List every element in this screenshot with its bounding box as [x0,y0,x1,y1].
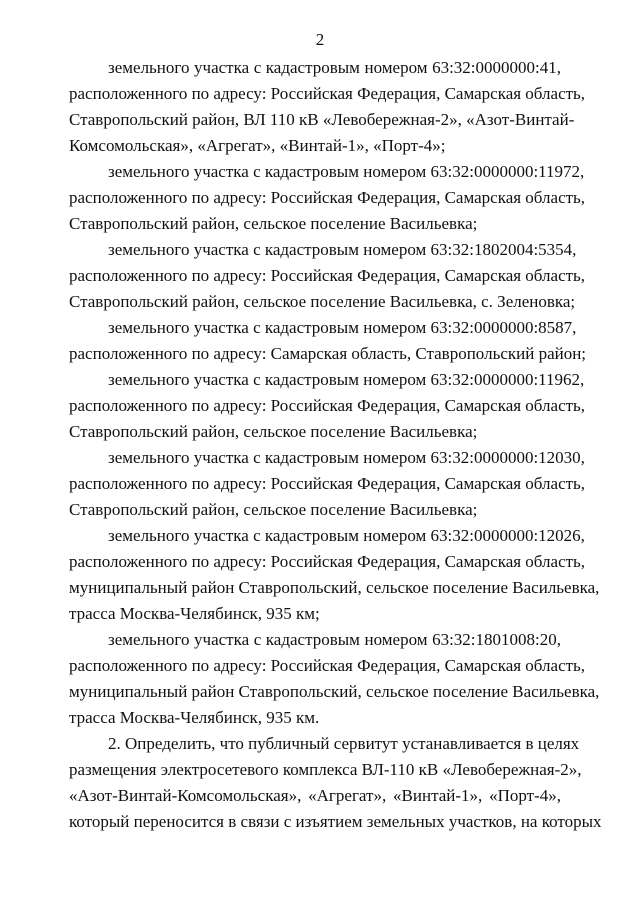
text-line: расположенного по адресу: Самарская область, Ставропольский район; [69,344,587,363]
text-line: расположенного по адресу: Российская Федерация, Самарская область, [69,266,586,285]
text-line: Ставропольский район, сельское поселение Васильевка, с. Зеленовка; [69,292,576,311]
text-line: расположенного по адресу: Российская Федерация, Самарская область, [69,656,586,675]
text-line: расположенного по адресу: Российская Федерация, Самарская область, [69,474,586,493]
text-line: муниципальный район Ставропольский, сельское поселение Васильевка, [69,682,600,701]
text-line: земельного участка с кадастровым номером 63:32:1802004:5354, [108,240,577,259]
text-line: Комсомольская», «Агрегат», «Винтай-1», «Порт-4»; [69,136,446,155]
text-line: расположенного по адресу: Российская Федерация, Самарская область, [69,84,586,103]
text-line: размещения электросетевого комплекса ВЛ-110 кВ «Левобережная-2», [69,760,582,779]
text-line: муниципальный район Ставропольский, сельское поселение Васильевка, [69,578,600,597]
text-line: Ставропольский район, сельское поселение Васильевка; [69,500,478,519]
text-line: который переносится в связи с изъятием земельных участков, на которых [69,812,602,831]
text-line: земельного участка с кадастровым номером 63:32:0000000:11972, [108,162,585,181]
text-line: Ставропольский район, сельское поселение Васильевка; [69,422,478,441]
text-line: трасса Москва-Челябинск, 935 км; [69,604,320,623]
text-line: земельного участка с кадастровым номером 63:32:0000000:12026, [108,526,585,545]
text-line: Ставропольский район, ВЛ 110 кВ «Левобережная-2», «Азот-Винтай- [69,110,575,129]
text-line: земельного участка с кадастровым номером 63:32:0000000:12030, [108,448,585,467]
page-number: 2 [315,30,325,49]
text-line: 2. Определить, что публичный сервитут устанавливается в целях [108,734,580,753]
text-line: трасса Москва-Челябинск, 935 км. [69,708,320,727]
text-line: земельного участка с кадастровым номером 63:32:0000000:8587, [108,318,577,337]
text-line: расположенного по адресу: Российская Федерация, Самарская область, [69,188,586,207]
text-line: земельного участка с кадастровым номером 63:32:0000000:11962, [108,370,585,389]
text-line: расположенного по адресу: Российская Федерация, Самарская область, [69,552,586,571]
text-line: земельного участка с кадастровым номером 63:32:0000000:41, [108,58,561,77]
text-line: «Азот-Винтай-Комсомольская», «Агрегат», «Винтай-1», «Порт-4», [69,786,561,805]
text-line: земельного участка с кадастровым номером 63:32:1801008:20, [108,630,561,649]
text-line: Ставропольский район, сельское поселение Васильевка; [69,214,478,233]
text-line: расположенного по адресу: Российская Федерация, Самарская область, [69,396,586,415]
